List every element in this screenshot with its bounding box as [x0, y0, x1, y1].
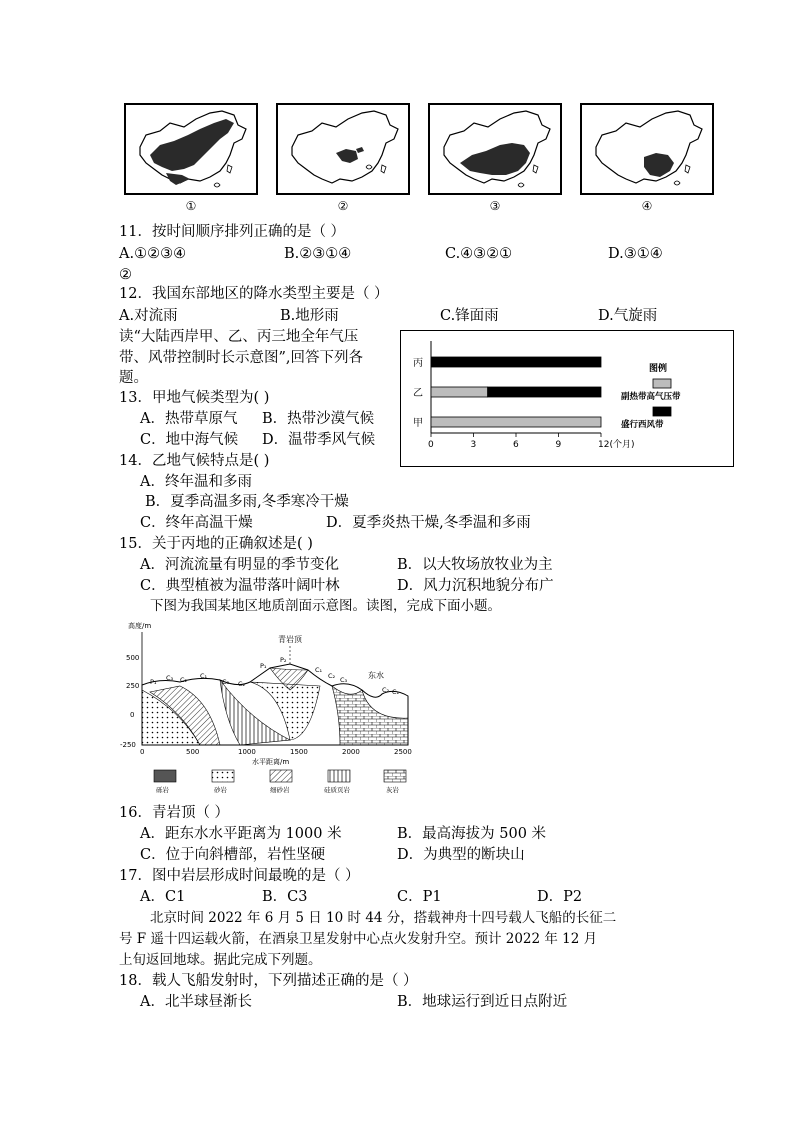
geo-layer-label: C₂ [180, 676, 188, 684]
q12-option-a: A.对流雨 [119, 308, 178, 324]
geo-layer-label: C₁ [315, 666, 323, 674]
geo-ytick-250: 250 [126, 682, 140, 690]
intro3-line2: 号 F 遥十四运载火箭，在酒泉卫星发射中心点火发射升空。预计 2022 年 12 月 [119, 931, 598, 947]
geo-layer-label: P₁ [150, 678, 157, 686]
geo-layer-label: C₁ [392, 688, 400, 696]
geo-layer-label: C₃ [340, 676, 348, 684]
geo-layer-label: C₂ [382, 686, 390, 694]
geo-xtick: 2500 [394, 748, 412, 756]
geo-legend-label: 砂岩 [214, 786, 227, 794]
q17-option-d: D．P2 [537, 889, 583, 905]
map-4-label: ④ [641, 199, 653, 213]
china-maps-row [124, 103, 716, 223]
q14-stem: 14．乙地气候特点是( ) [119, 453, 270, 469]
q13-option-a: A．热带草原气 [140, 411, 238, 427]
chart-category-label: 丙 [413, 358, 423, 369]
chart-bar [431, 357, 601, 367]
q15-option-d: D．风力沉积地貌分布广 [397, 578, 554, 594]
geo-ylabel: 高度/m [128, 622, 152, 630]
q13-stem: 13．甲地气候类型为( ) [119, 390, 270, 406]
q12-option-c: C.锋面雨 [440, 308, 499, 324]
map-4 [580, 103, 714, 195]
chart-x-tick-label: 9 [555, 440, 562, 450]
q15-option-a: A．河流流量有明显的季节变化 [140, 557, 339, 573]
q12-stem: 12．我国东部地区的降水类型主要是（ ） [119, 286, 389, 302]
geo-peak-label: 青岩顶 [278, 635, 302, 644]
geo-ytick-0: 0 [130, 711, 135, 719]
chart-x-tick-label: 0 [428, 440, 434, 450]
q17-option-b: B．C3 [262, 889, 308, 905]
q13-option-d: D．温带季风气候 [262, 432, 376, 448]
intro2: 下图为我国某地区地质剖面示意图。读图，完成下面小题。 [150, 598, 501, 614]
chart-x-tick-label: 12(个月) [598, 440, 635, 450]
geo-xtick: 1000 [238, 748, 256, 756]
q14-option-d: D．夏季炎热干燥,冬季温和多雨 [326, 515, 531, 531]
q18-option-a: A．北半球昼渐长 [140, 994, 252, 1010]
q16-option-a: A．距东水水平距离为 1000 米 [140, 826, 342, 842]
intro1-line3: 题。 [119, 370, 148, 386]
q18-stem: 18．载人飞船发射时，下列描述正确的是（ ） [119, 973, 418, 989]
q16-stem: 16．青岩顶（ ） [119, 805, 230, 821]
pressure-belt-chart [400, 330, 734, 467]
chart-x-tick-label: 3 [470, 440, 477, 450]
geologic-section [120, 620, 420, 800]
q11-option-c: C.④③②① [445, 246, 513, 262]
q11-stem: 11．按时间顺序排列正确的是（ ） [119, 224, 346, 240]
q11-option-b: B.②③①④ [284, 246, 352, 262]
q16-option-c: C．位于向斜槽部，岩性坚硬 [140, 847, 326, 863]
geo-layer-label: C₂ [328, 672, 336, 680]
q17-option-a: A．C1 [140, 889, 186, 905]
q17-option-c: C．P1 [397, 889, 442, 905]
map-3-label: ③ [489, 199, 501, 213]
q16-option-d: D．为典型的断块山 [397, 847, 525, 863]
map-1-label: ① [185, 199, 197, 213]
chart-bar [431, 417, 601, 427]
q14-option-a: A．终年温和多雨 [140, 474, 252, 490]
geo-layer-label: C₃ [222, 678, 230, 686]
chart-x-tick-label: 6 [513, 440, 519, 450]
q11-option-d-cont: ② [119, 267, 132, 283]
geo-layer-label: C₁ [200, 672, 208, 680]
q11-option-a: A.①②③④ [119, 246, 187, 262]
intro1-line1: 读“大陆西岸甲、乙、丙三地全年气压 [119, 329, 359, 345]
chart-legend-swatch [653, 407, 671, 416]
chart-legend-swatch [653, 379, 671, 388]
q14-option-b: B．夏季高温多雨,冬季寒冷干燥 [145, 494, 349, 510]
geo-legend-label: 细砂岩 [270, 786, 290, 794]
map-3 [428, 103, 562, 195]
q11-option-d: D.③①④ [608, 246, 663, 262]
chart-bar [488, 387, 601, 397]
geo-ytick-neg250: -250 [120, 741, 136, 749]
geo-legend-label: 硅质页岩 [324, 786, 350, 794]
chart-legend-title: 图例 [649, 364, 668, 374]
geo-xlabel: 水平距离/m [252, 758, 290, 766]
geo-xtick: 0 [140, 748, 145, 756]
geo-layer-label: P₂ [280, 656, 287, 664]
map-2 [276, 103, 410, 195]
intro3-line3: 上旬返回地球。据此完成下列题。 [119, 952, 322, 968]
chart-bar [431, 387, 488, 397]
q14-option-c: C．终年高温干燥 [140, 515, 253, 531]
q15-stem: 15．关于丙地的正确叙述是( ) [119, 536, 313, 552]
q18-option-b: B．地球运行到近日点附近 [397, 994, 568, 1010]
pressure-belt-chart-svg [401, 331, 733, 466]
q16-option-b: B．最高海拔为 500 米 [397, 826, 547, 842]
chart-category-label: 甲 [413, 418, 423, 429]
geo-river-label: 东水 [368, 671, 384, 680]
geo-ytick-500: 500 [126, 654, 140, 662]
q15-option-b: B．以大牧场放牧业为主 [397, 557, 553, 573]
intro1-line2: 带、风带控制时长示意图”,回答下列各 [119, 350, 364, 366]
q13-option-c: C．地中海气候 [140, 432, 239, 448]
chart-legend-label: 副热带高气压带 [621, 392, 681, 402]
q12-option-b: B.地形雨 [280, 308, 339, 324]
chart-category-label: 乙 [413, 388, 423, 399]
q17-stem: 17．图中岩层形成时间最晚的是（ ） [119, 868, 360, 884]
geo-legend-label: 灰岩 [386, 786, 399, 794]
q15-option-c: C．典型植被为温带落叶阔叶林 [140, 578, 340, 594]
map-1 [124, 103, 258, 195]
intro3-line1: 北京时间 2022 年 6 月 5 日 10 时 44 分，搭载神舟十四号载人飞船的长征二 [150, 910, 617, 926]
geo-xtick: 500 [186, 748, 200, 756]
geo-layer-label: C₃ [166, 674, 174, 682]
q12-option-d: D.气旋雨 [598, 308, 658, 324]
q13-option-b: B．热带沙漠气候 [262, 411, 375, 427]
geo-xtick: 1500 [290, 748, 308, 756]
chart-legend-label: 盛行西风带 [621, 420, 664, 430]
map-2-label: ② [337, 199, 349, 213]
geo-legend-label: 砾岩 [156, 786, 169, 794]
geo-layer-label: C₂ [238, 680, 246, 688]
geo-layer-label: P₁ [260, 662, 267, 670]
geo-xtick: 2000 [342, 748, 360, 756]
